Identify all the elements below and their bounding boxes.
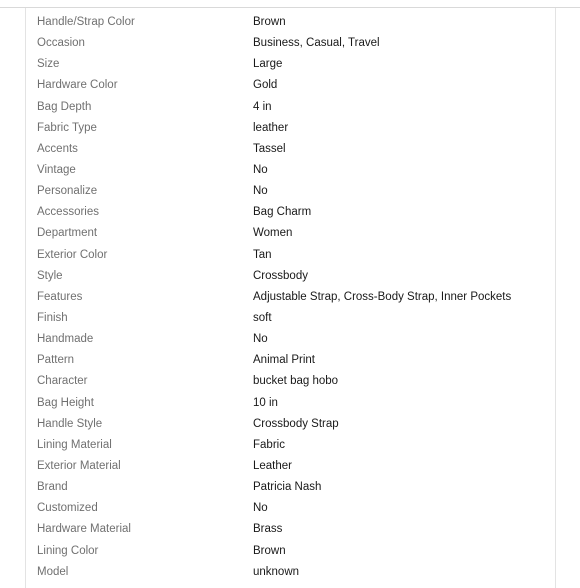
spec-label: Accessories	[37, 206, 99, 219]
spec-row	[26, 160, 555, 181]
spec-label: Exterior Material	[37, 459, 121, 472]
spec-row	[26, 266, 555, 287]
spec-label: Bag Depth	[37, 100, 92, 113]
spec-row	[26, 139, 555, 160]
spec-value: Animal Print	[253, 354, 315, 367]
spec-value: bucket bag hobo	[253, 375, 339, 388]
spec-label: Pattern	[37, 354, 75, 367]
spec-row	[26, 414, 555, 435]
spec-value: No	[253, 163, 268, 176]
spec-row	[26, 287, 555, 308]
spec-row	[26, 245, 555, 266]
spec-value: 10 in	[253, 396, 278, 409]
spec-value: Patricia Nash	[253, 481, 322, 494]
spec-label: Lining Color	[37, 544, 99, 557]
spec-value: Fabric	[253, 438, 285, 451]
spec-row	[26, 393, 555, 414]
spec-label: Customized	[37, 502, 98, 515]
spec-row	[26, 541, 555, 562]
spec-value: Crossbody	[253, 269, 308, 282]
spec-value: Brown	[253, 16, 286, 28]
spec-row	[26, 33, 555, 54]
spec-value: Brown	[253, 544, 286, 557]
spec-value: Brass	[253, 523, 283, 536]
spec-label: Style	[37, 269, 63, 282]
spec-row	[26, 519, 555, 540]
spec-row	[26, 54, 555, 75]
spec-value: Gold	[253, 79, 278, 92]
spec-value: Business, Casual, Travel	[253, 37, 380, 50]
spec-value: leather	[253, 121, 289, 134]
spec-label: Handle Style	[37, 417, 103, 430]
spec-label: Brand	[37, 481, 68, 494]
spec-value: Bag Charm	[253, 206, 312, 219]
spec-row	[26, 308, 555, 329]
spec-value: No	[253, 185, 268, 198]
spec-label: Occasion	[37, 37, 85, 50]
spec-label: Hardware Color	[37, 79, 118, 92]
spec-value: No	[253, 502, 268, 515]
spec-value: Women	[253, 227, 293, 240]
spec-row	[26, 329, 555, 350]
spec-row	[26, 223, 555, 244]
top-divider	[0, 0, 580, 8]
item-specifics-list	[26, 12, 555, 583]
spec-row	[26, 477, 555, 498]
spec-row	[26, 75, 555, 96]
spec-row	[26, 181, 555, 202]
spec-label: Features	[37, 290, 83, 303]
spec-row	[26, 435, 555, 456]
spec-label: Accents	[37, 142, 78, 155]
spec-row	[26, 12, 555, 33]
spec-label: Personalize	[37, 185, 98, 198]
spec-label: Fabric Type	[37, 121, 97, 134]
spec-value: Crossbody Strap	[253, 417, 339, 430]
spec-value: Tan	[253, 248, 272, 261]
spec-label: Character	[37, 375, 88, 388]
spec-label: Handle/Strap Color	[37, 16, 135, 28]
spec-row	[26, 350, 555, 371]
spec-label: Lining Material	[37, 438, 112, 451]
spec-value: soft	[253, 311, 272, 324]
spec-label: Department	[37, 227, 98, 240]
spec-row	[26, 498, 555, 519]
spec-value: No	[253, 333, 268, 346]
item-specifics-panel	[25, 8, 556, 588]
spec-value: Tassel	[253, 142, 286, 155]
spec-value: Leather	[253, 459, 293, 472]
spec-row	[26, 456, 555, 477]
spec-value: Large	[253, 58, 283, 71]
spec-value: 4 in	[253, 100, 272, 113]
spec-row	[26, 118, 555, 139]
spec-value: unknown	[253, 565, 300, 578]
spec-value: Adjustable Strap, Cross-Body Strap, Inner Pockets	[253, 290, 512, 303]
spec-label: Finish	[37, 311, 68, 324]
spec-label: Bag Height	[37, 396, 94, 409]
spec-label: Model	[37, 565, 69, 578]
spec-row	[26, 371, 555, 392]
spec-row	[26, 202, 555, 223]
spec-label: Size	[37, 58, 60, 71]
spec-label: Handmade	[37, 333, 94, 346]
spec-label: Vintage	[37, 163, 76, 176]
spec-label: Exterior Color	[37, 248, 108, 261]
spec-label: Hardware Material	[37, 523, 131, 536]
spec-row	[26, 97, 555, 118]
